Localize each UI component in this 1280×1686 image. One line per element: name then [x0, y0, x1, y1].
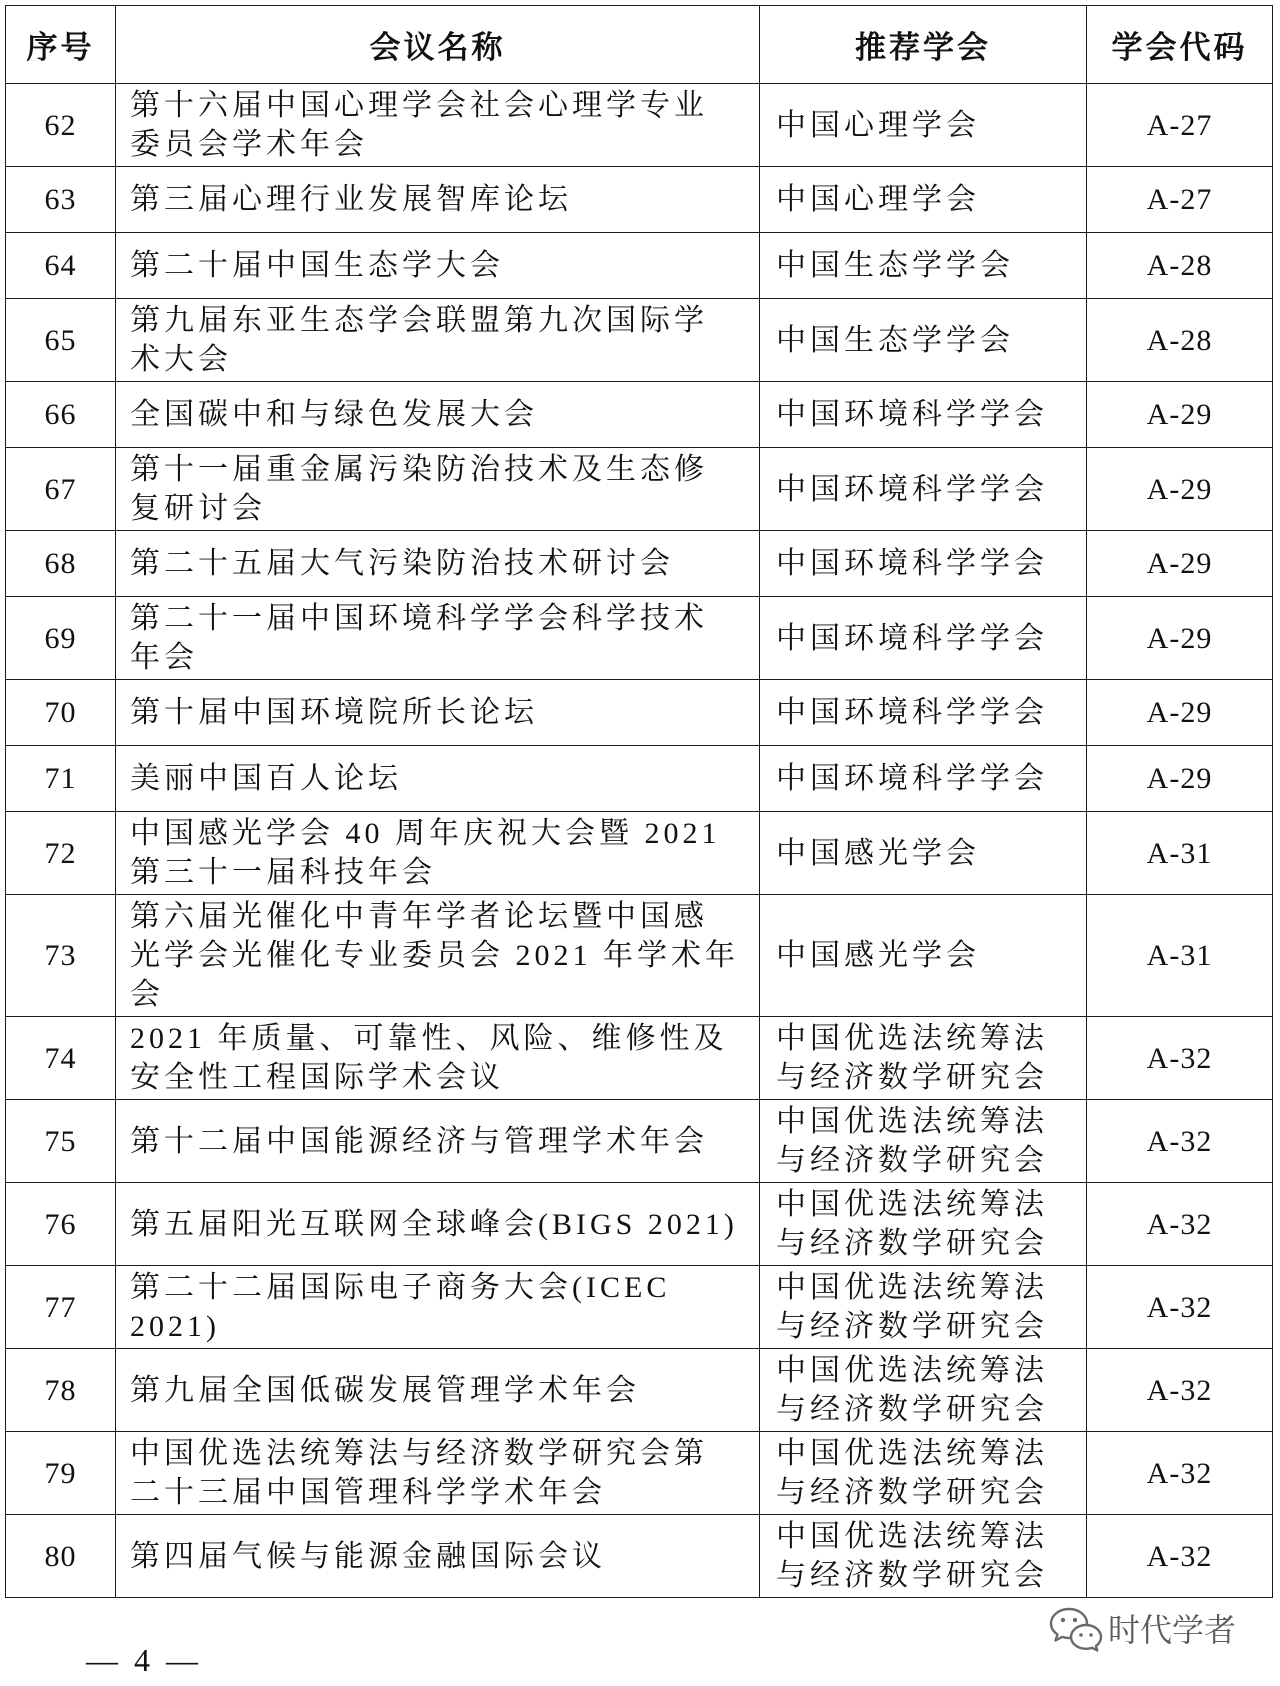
- society-code-cell: A-31: [1087, 812, 1273, 895]
- conference-name-cell: [116, 746, 760, 812]
- table-row: [6, 233, 1273, 299]
- society-code-cell: A-32: [1087, 1432, 1273, 1515]
- serial-number-cell: 74: [6, 1017, 116, 1100]
- conference-name-line: 第二十五届大气污染防治技术研讨会: [130, 547, 674, 580]
- conference-name-line: 美丽中国百人论坛: [130, 762, 402, 795]
- conference-name-line: 2021): [130, 1310, 220, 1343]
- table-row: [6, 1266, 1273, 1349]
- conference-name-cell: [116, 84, 760, 167]
- society-code-cell: A-32: [1087, 1017, 1273, 1100]
- society-name-line: 中国优选法统筹法: [776, 1271, 1048, 1304]
- conference-name-cell: [116, 1515, 760, 1598]
- serial-number-cell: 79: [6, 1432, 116, 1515]
- conference-name-cell: [116, 812, 760, 895]
- serial-number-cell: 72: [6, 812, 116, 895]
- conference-name-line: 安全性工程国际学术会议: [130, 1061, 504, 1094]
- recommending-society-cell: [760, 746, 1087, 812]
- conference-name-line: 第十二届中国能源经济与管理学术年会: [130, 1124, 708, 1158]
- recommending-society-cell: [760, 299, 1087, 382]
- page-number: — 4 —: [86, 1642, 202, 1678]
- table-row: [6, 531, 1273, 597]
- table-row: [6, 1017, 1273, 1100]
- conference-name-line: 2021 年质量、可靠性、风险、维修性及: [130, 1022, 728, 1055]
- recommending-society-cell: [760, 1432, 1087, 1515]
- society-code-cell: A-32: [1087, 1349, 1273, 1432]
- recommending-society-cell: [760, 895, 1087, 1017]
- society-code-cell: A-32: [1087, 1183, 1273, 1266]
- table-row: [6, 812, 1273, 895]
- conference-name-line: 第三届心理行业发展智库论坛: [130, 183, 572, 216]
- conference-name-cell: [116, 895, 760, 1017]
- recommending-society-cell: [760, 597, 1087, 680]
- recommending-society-cell: [760, 382, 1087, 448]
- serial-number-cell: 63: [6, 167, 116, 233]
- conference-name-line: 中国感光学会 40 周年庆祝大会暨 2021: [130, 817, 721, 850]
- society-name-line: 中国心理学会: [776, 108, 980, 142]
- recommending-society-cell: [760, 167, 1087, 233]
- conference-name-line: 第九届全国低碳发展管理学术年会: [130, 1373, 640, 1407]
- table-row: [6, 1515, 1273, 1598]
- recommending-society-cell: [760, 448, 1087, 531]
- watermark-text: 时代学者: [1108, 1611, 1237, 1649]
- serial-number-cell: 62: [6, 84, 116, 167]
- conference-name-line: 第二十届中国生态学大会: [130, 249, 504, 282]
- society-code-cell: A-32: [1087, 1515, 1273, 1598]
- table-row: [6, 895, 1273, 1017]
- table-row: [6, 382, 1273, 448]
- society-name-line: 与经济数学研究会: [776, 1310, 1048, 1343]
- society-code-cell: A-29: [1087, 382, 1273, 448]
- serial-number-cell: 71: [6, 746, 116, 812]
- conference-name-line: 复研讨会: [130, 492, 266, 525]
- conference-name-cell: [116, 597, 760, 680]
- recommending-society-cell: [760, 1266, 1087, 1349]
- conference-name-cell: [116, 448, 760, 531]
- table-row: [6, 1349, 1273, 1432]
- conference-name-line: 中国优选法统筹法与经济数学研究会第: [130, 1437, 708, 1470]
- society-name-line: 中国环境科学学会: [776, 547, 1048, 580]
- serial-number-cell: 75: [6, 1100, 116, 1183]
- conference-name-line: 二十三届中国管理科学学术年会: [130, 1476, 606, 1509]
- conference-name-line: 年会: [130, 641, 198, 674]
- header-recommending-society: 推荐学会: [760, 6, 1087, 84]
- society-name-line: 中国环境科学学会: [776, 398, 1048, 431]
- conference-name-line: 第四届气候与能源金融国际会议: [130, 1539, 606, 1573]
- conference-name-line: 光学会光催化专业委员会 2021 年学术年: [130, 939, 739, 972]
- header-serial-number: 序号: [6, 6, 116, 84]
- wechat-icon: [1049, 1606, 1103, 1652]
- society-code-cell: A-28: [1087, 299, 1273, 382]
- table-row: [6, 1100, 1273, 1183]
- society-name-line: 与经济数学研究会: [776, 1144, 1048, 1177]
- serial-number-cell: 65: [6, 299, 116, 382]
- serial-number-cell: 70: [6, 680, 116, 746]
- society-name-line: 中国生态学学会: [776, 249, 1014, 282]
- conference-name-cell: [116, 167, 760, 233]
- table-row: [6, 680, 1273, 746]
- conference-table: [5, 5, 1273, 1598]
- society-name-line: 中国环境科学学会: [776, 472, 1048, 506]
- conference-name-line: 第五届阳光互联网全球峰会(BIGS 2021): [130, 1207, 738, 1241]
- recommending-society-cell: [760, 1349, 1087, 1432]
- conference-name-cell: [116, 233, 760, 299]
- table-body: [6, 84, 1273, 1598]
- recommending-society-cell: [760, 1017, 1087, 1100]
- society-name-line: 中国环境科学学会: [776, 696, 1048, 729]
- recommending-society-cell: [760, 812, 1087, 895]
- conference-name-cell: [116, 1349, 760, 1432]
- society-code-cell: A-32: [1087, 1266, 1273, 1349]
- conference-name-line: 第十六届中国心理学会社会心理学专业: [130, 89, 708, 122]
- table-row: [6, 746, 1273, 812]
- society-name-line: 中国感光学会: [776, 836, 980, 870]
- recommending-society-cell: [760, 1183, 1087, 1266]
- conference-name-cell: [116, 1432, 760, 1515]
- header-conference-name: 会议名称: [116, 6, 760, 84]
- society-name-line: 与经济数学研究会: [776, 1227, 1048, 1260]
- conference-name-cell: [116, 382, 760, 448]
- table-row: [6, 597, 1273, 680]
- society-name-line: 中国优选法统筹法: [776, 1520, 1048, 1553]
- recommending-society-cell: [760, 1100, 1087, 1183]
- conference-name-line: 第九届东亚生态学会联盟第九次国际学: [130, 304, 708, 337]
- recommending-society-cell: [760, 1515, 1087, 1598]
- conference-name-cell: [116, 1266, 760, 1349]
- serial-number-cell: 80: [6, 1515, 116, 1598]
- conference-name-cell: [116, 680, 760, 746]
- conference-name-cell: [116, 1100, 760, 1183]
- society-code-cell: A-28: [1087, 233, 1273, 299]
- society-name-line: 与经济数学研究会: [776, 1061, 1048, 1094]
- conference-name-line: 委员会学术年会: [130, 128, 368, 161]
- society-name-line: 中国感光学会: [776, 939, 980, 972]
- conference-name-line: 全国碳中和与绿色发展大会: [130, 398, 538, 431]
- society-code-cell: A-29: [1087, 746, 1273, 812]
- society-name-line: 中国优选法统筹法: [776, 1188, 1048, 1221]
- conference-name-line: 会: [130, 978, 164, 1011]
- society-name-line: 中国优选法统筹法: [776, 1354, 1048, 1387]
- society-name-line: 与经济数学研究会: [776, 1476, 1048, 1509]
- recommending-society-cell: [760, 84, 1087, 167]
- conference-name-line: 第六届光催化中青年学者论坛暨中国感: [130, 900, 708, 933]
- recommending-society-cell: [760, 680, 1087, 746]
- conference-name-cell: [116, 299, 760, 382]
- conference-name-line: 第二十二届国际电子商务大会(ICEC: [130, 1271, 671, 1304]
- society-name-line: 与经济数学研究会: [776, 1559, 1048, 1592]
- conference-name-line: 第三十一届科技年会: [130, 856, 436, 889]
- table-row: [6, 84, 1273, 167]
- serial-number-cell: 73: [6, 895, 116, 1017]
- society-name-line: 中国优选法统筹法: [776, 1022, 1048, 1055]
- conference-name-line: 术大会: [130, 343, 232, 376]
- serial-number-cell: 78: [6, 1349, 116, 1432]
- society-name-line: 中国优选法统筹法: [776, 1437, 1048, 1470]
- serial-number-cell: 66: [6, 382, 116, 448]
- recommending-society-cell: [760, 233, 1087, 299]
- society-name-line: 中国心理学会: [776, 183, 980, 216]
- society-code-cell: A-27: [1087, 167, 1273, 233]
- table-row: [6, 1432, 1273, 1515]
- serial-number-cell: 76: [6, 1183, 116, 1266]
- table-row: [6, 299, 1273, 382]
- society-code-cell: A-29: [1087, 531, 1273, 597]
- table-row: [6, 448, 1273, 531]
- society-code-cell: A-29: [1087, 680, 1273, 746]
- society-name-line: 中国环境科学学会: [776, 621, 1048, 655]
- table-row: [6, 167, 1273, 233]
- conference-name-cell: [116, 1017, 760, 1100]
- header-society-code: 学会代码: [1087, 6, 1273, 84]
- society-code-cell: A-32: [1087, 1100, 1273, 1183]
- conference-name-line: 第十届中国环境院所长论坛: [130, 696, 538, 729]
- serial-number-cell: 68: [6, 531, 116, 597]
- society-code-cell: A-27: [1087, 84, 1273, 167]
- society-code-cell: A-29: [1087, 448, 1273, 531]
- conference-name-cell: [116, 531, 760, 597]
- society-name-line: 与经济数学研究会: [776, 1393, 1048, 1426]
- table-header-row: [6, 6, 1273, 84]
- conference-name-line: 第十一届重金属污染防治技术及生态修: [130, 453, 708, 486]
- recommending-society-cell: [760, 531, 1087, 597]
- society-name-line: 中国环境科学学会: [776, 762, 1048, 795]
- conference-name-line: 第二十一届中国环境科学学会科学技术: [130, 602, 708, 635]
- serial-number-cell: 67: [6, 448, 116, 531]
- table-row: [6, 1183, 1273, 1266]
- society-code-cell: A-31: [1087, 895, 1273, 1017]
- society-name-line: 中国优选法统筹法: [776, 1105, 1048, 1138]
- serial-number-cell: 64: [6, 233, 116, 299]
- society-code-cell: A-29: [1087, 597, 1273, 680]
- conference-name-cell: [116, 1183, 760, 1266]
- serial-number-cell: 77: [6, 1266, 116, 1349]
- serial-number-cell: 69: [6, 597, 116, 680]
- society-name-line: 中国生态学学会: [776, 323, 1014, 357]
